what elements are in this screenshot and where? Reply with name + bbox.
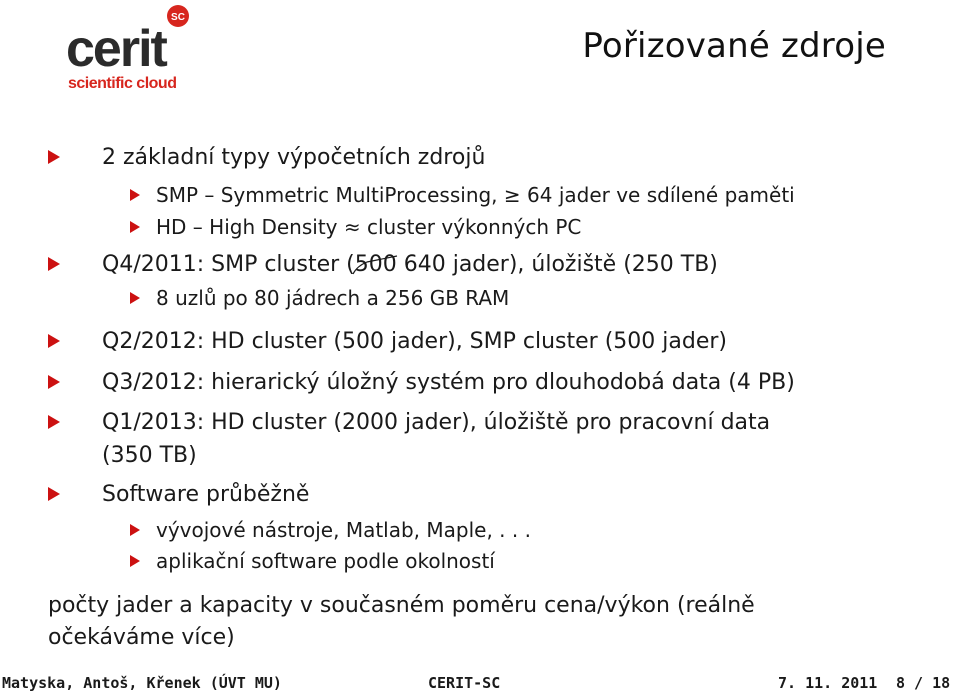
bullet-icon xyxy=(48,257,60,271)
list-item: Q3/2012: hierarický úložný systém pro dlouhodobá data (4 PB) xyxy=(102,370,795,395)
struck-text: 500 xyxy=(354,252,397,277)
list-item-continuation: (350 TB) xyxy=(102,443,197,468)
list-subitem: SMP – Symmetric MultiProcessing, ≥ 64 jader ve sdílené paměti xyxy=(156,183,795,207)
bullet-icon xyxy=(48,150,60,164)
bullet-icon xyxy=(48,415,60,429)
slide-footer xyxy=(0,668,960,695)
logo-tagline: scientific cloud xyxy=(68,75,177,92)
list-item: Software průběžně xyxy=(102,482,310,507)
bullet-icon xyxy=(130,221,140,233)
list-subitem: HD – High Density ≈ cluster výkonných PC xyxy=(156,215,582,239)
bullet-icon xyxy=(130,524,140,536)
bullet-icon xyxy=(130,189,140,201)
note-line: počty jader a kapacity v současném poměru cena/výkon (reálně xyxy=(48,593,755,618)
bullet-icon xyxy=(130,292,140,304)
list-subitem: vývojové nástroje, Matlab, Maple, . . . xyxy=(156,518,531,542)
list-item: Q1/2013: HD cluster (2000 jader), úložiště pro pracovní data xyxy=(102,410,771,435)
footer-page: 8 / 18 xyxy=(896,674,951,692)
note-line: očekáváme více) xyxy=(48,625,235,650)
list-item: 2 základní typy výpočetních zdrojů xyxy=(102,145,486,170)
bullet-icon xyxy=(48,334,60,348)
bullet-icon xyxy=(130,555,140,567)
list-item-part: 640 jader), úložiště (250 TB) xyxy=(396,252,718,277)
cerit-logo-graphic xyxy=(66,4,216,92)
bullet-icon xyxy=(48,375,60,389)
bullet-icon xyxy=(48,487,60,501)
cerit-logo xyxy=(66,4,216,92)
footer-authors: Matyska, Antoš, Křenek (ÚVT MU) xyxy=(2,674,282,692)
logo-word: cerit xyxy=(66,20,166,78)
list-subitem: aplikační software podle okolností xyxy=(156,549,495,573)
footer-center: CERIT-SC xyxy=(428,674,501,692)
list-item: Q2/2012: HD cluster (500 jader), SMP cluster (500 jader) xyxy=(102,329,727,354)
list-subitem: 8 uzlů po 80 jádrech a 256 GB RAM xyxy=(156,286,510,310)
logo-badge-text: SC xyxy=(171,12,185,23)
struck-value xyxy=(355,252,397,277)
footer-date: 7. 11. 2011 xyxy=(778,674,878,692)
list-item-part: Q4/2011: SMP cluster ( xyxy=(102,252,355,277)
list-item xyxy=(102,252,718,277)
strike-mark xyxy=(351,254,401,276)
slide-title: Pořizované zdroje xyxy=(582,26,886,66)
